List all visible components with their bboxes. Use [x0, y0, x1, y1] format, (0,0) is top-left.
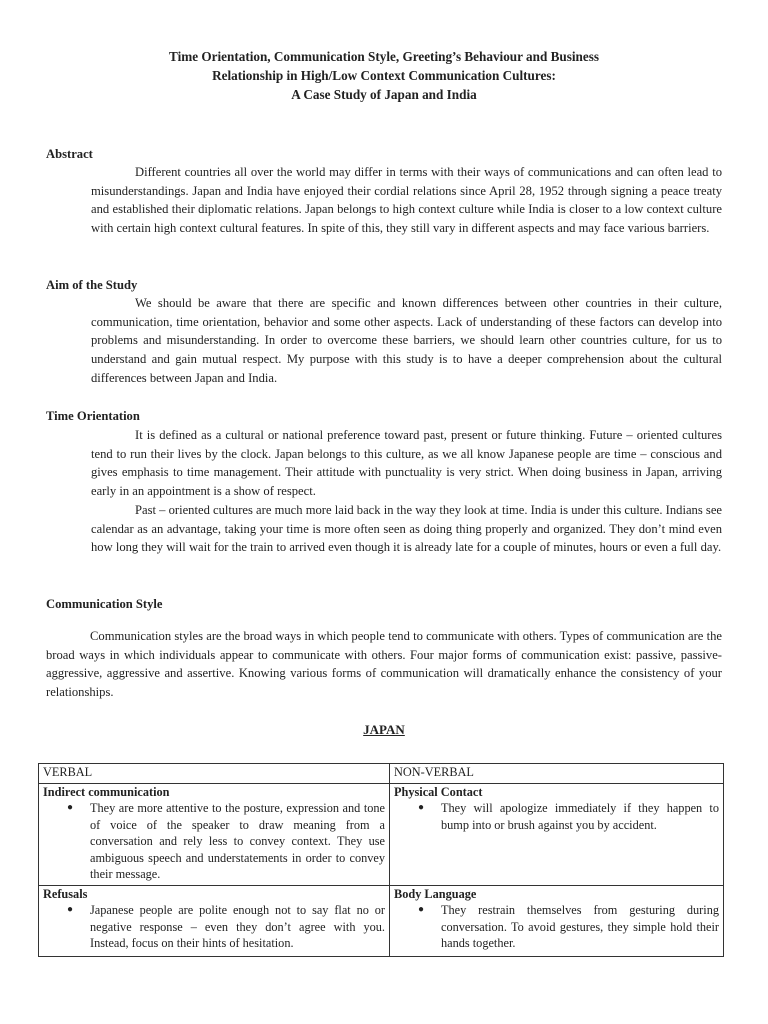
table-cell-nonverbal	[390, 885, 724, 956]
time-orientation-para-1: It is defined as a cultural or national preference toward past, present or future thinking. Future – oriented cultures tend to run their lives by the clock. Japan belongs to this culture, as we all know Japanese people are time – conscious and gives emphasis to time management. Their attitude with punctuality is very strict. When doing business in Japan, arriving early in an appointment is a show of respect.	[91, 428, 722, 499]
table-header-row	[39, 764, 724, 784]
indirect-communication-heading: Indirect communication	[43, 784, 170, 799]
table-cell-verbal	[39, 885, 390, 956]
bullet-item: ● They will apologize immediately if they happen to bump into or brush against you by accident.	[441, 800, 719, 833]
nonverbal-column-header: NON-VERBAL	[390, 764, 724, 784]
body-language-heading: Body Language	[394, 886, 477, 901]
abstract-heading: Abstract	[46, 147, 93, 161]
table-row	[39, 783, 724, 885]
abstract-text: Different countries all over the world may differ in terms with their ways of communications and can often lead to misunderstandings. Japan and India have enjoyed their cordial relations since April 28, 1952 through signing a peace treaty and established their diplomatic relations. Japan belongs to high context culture while India is closer to a low context culture with certain high context cultural features. In spite of this, they still vary in different aspects and may face various barriers.	[91, 165, 722, 236]
aim-heading: Aim of the Study	[46, 278, 138, 292]
paper-title	[40, 47, 728, 104]
bullet-item: ● They are more attentive to the posture, expression and tone of voice of the speaker to draw meaning from a conversation and rely less to convey context. They use ambiguous speech and understatements in order to convey their message.	[90, 800, 385, 883]
bullet-item: ● Japanese people are polite enough not to say flat no or negative response – even they don’t agree with you. Instead, focus on their hints of hesitation.	[90, 902, 385, 952]
japan-communication-table	[38, 763, 724, 957]
title-line-2: Relationship in High/Low Context Communication Cultures:	[212, 68, 556, 83]
table-cell-verbal	[39, 783, 390, 885]
time-orientation-para-2: Past – oriented cultures are much more laid back in the way they look at time. India is under this culture. Indians see calendar as an advantage, taking your time is more often seen as doing thing properly and organized. They don’t mind even how long they will wait for the train to arrived even though it is already late for a couple of minutes, hours or even a full day.	[91, 503, 722, 555]
title-line-3: A Case Study of Japan and India	[291, 87, 477, 102]
table-cell-nonverbal	[390, 783, 724, 885]
title-line-1: Time Orientation, Communication Style, Greeting’s Behaviour and Business	[169, 49, 599, 64]
table-row	[39, 885, 724, 956]
communication-style-heading: Communication Style	[46, 597, 163, 611]
refusals-heading: Refusals	[43, 886, 88, 901]
communication-style-text: Communication styles are the broad ways in which people tend to communicate with others. Types of communication are the broad ways in which individuals appear to communicate with others. Four major forms of communication exist: passive, passive-aggressive, aggressive and assertive. Knowing various forms of communication will dramatically enhance the consistency of your relationships.	[46, 629, 722, 700]
aim-text: We should be aware that there are specific and known differences between other countries in their culture, communication, time orientation, behavior and some other aspects. Lack of understanding of these factors can develop into problems and misunderstanding. In order to overcome these barriers, we should learn other countries culture, for us to understand and gain mutual respect. My purpose with this study is to have a deeper comprehension about the cultural differences between Japan and India.	[91, 296, 722, 385]
japan-table-caption: JAPAN	[363, 722, 405, 737]
time-orientation-heading: Time Orientation	[46, 409, 140, 423]
verbal-column-header: VERBAL	[39, 764, 390, 784]
bullet-item: ● They restrain themselves from gesturing during conversation. To avoid gestures, they simple hold their hands together.	[441, 902, 719, 952]
physical-contact-heading: Physical Contact	[394, 784, 483, 799]
